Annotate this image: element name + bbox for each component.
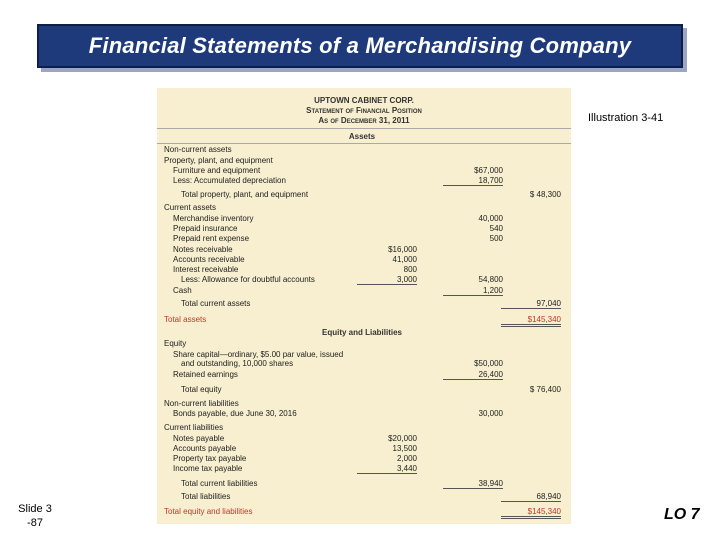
row-label: Total current liabilities xyxy=(181,479,258,488)
statement-row xyxy=(157,265,571,275)
statement-row xyxy=(157,234,571,244)
row-label: Less: Allowance for doubtful accounts xyxy=(181,275,315,284)
row-label: Current liabilities xyxy=(164,423,224,432)
row-amount-col2: 1,200 xyxy=(443,286,503,296)
illustration-label: Illustration 3-41 xyxy=(588,112,664,124)
row-label: Prepaid rent expense xyxy=(173,234,250,243)
row-label: Share capital—ordinary, $5.00 par value, issued xyxy=(173,350,344,359)
statement-row xyxy=(157,255,571,265)
row-amount-col3: $145,340 xyxy=(501,507,561,519)
row-label: Less: Accumulated depreciation xyxy=(173,176,286,185)
assets-divider xyxy=(157,143,571,144)
statement-row xyxy=(157,409,571,419)
row-label: Interest receivable xyxy=(173,265,239,274)
row-label: Notes receivable xyxy=(173,245,233,254)
row-label: Merchandise inventory xyxy=(173,214,254,223)
row-label: Current assets xyxy=(164,203,217,212)
company-name: UPTOWN CABINET CORP. xyxy=(314,96,414,105)
statement-row xyxy=(157,507,571,517)
row-label: and outstanding, 10,000 shares xyxy=(181,359,294,368)
row-amount-col2: 54,800 xyxy=(478,275,503,284)
slide-title: Financial Statements of a Merchandising Company xyxy=(88,33,632,58)
row-amount-col1: $20,000 xyxy=(388,434,417,443)
row-label: Total equity and liabilities xyxy=(164,507,253,516)
statement-row xyxy=(157,166,571,176)
statement-row xyxy=(157,492,571,502)
row-label: Total equity xyxy=(181,385,222,394)
row-amount-col2: 18,700 xyxy=(443,176,503,186)
statement-row xyxy=(157,315,571,325)
statement-row xyxy=(157,434,571,444)
statement-row xyxy=(157,203,571,213)
statement-row xyxy=(157,286,571,296)
row-amount-col1: 41,000 xyxy=(392,255,417,264)
row-amount-col3: 97,040 xyxy=(501,299,561,309)
row-amount-col1: 2,000 xyxy=(396,454,417,463)
statement-row xyxy=(157,370,571,380)
header-divider xyxy=(157,128,571,129)
slide-number-line1: Slide 3 xyxy=(18,503,52,515)
statement-row xyxy=(157,479,571,489)
row-label: Cash xyxy=(173,286,192,295)
slide-title-box xyxy=(37,24,683,68)
row-amount-col3: 68,940 xyxy=(501,492,561,502)
row-amount-col1: 3,000 xyxy=(357,275,417,285)
statement-row xyxy=(157,423,571,433)
row-amount-col3: $ 76,400 xyxy=(529,385,561,394)
statement-row xyxy=(157,464,571,474)
statement-row xyxy=(157,299,571,309)
statement-row xyxy=(157,275,571,285)
row-label: Furniture and equipment xyxy=(173,166,261,175)
row-amount-col1: $16,000 xyxy=(388,245,417,254)
statement-date: As of December 31, 2011 xyxy=(318,116,410,125)
assets-header: Assets xyxy=(348,132,376,141)
learning-objective: LO 7 xyxy=(664,506,700,523)
statement-row xyxy=(157,359,571,369)
row-amount-col2: $50,000 xyxy=(474,359,503,368)
row-amount-col1: 3,440 xyxy=(357,464,417,474)
statement-row xyxy=(157,156,571,166)
statement-row xyxy=(157,339,571,349)
statement-row xyxy=(157,176,571,186)
row-amount-col2: 26,400 xyxy=(443,370,503,380)
statement-row xyxy=(157,444,571,454)
statement-row xyxy=(157,214,571,224)
row-amount-col2: 30,000 xyxy=(478,409,503,418)
row-amount-col2: 500 xyxy=(489,234,503,243)
row-label: Notes payable xyxy=(173,434,225,443)
slide-number-line2: -87 xyxy=(27,517,43,529)
statement-row xyxy=(157,245,571,255)
statement-row xyxy=(157,385,571,395)
row-label: Total property, plant, and equipment xyxy=(181,190,309,199)
row-amount-col3: $ 48,300 xyxy=(529,190,561,199)
row-label: Total current assets xyxy=(181,299,251,308)
row-amount-col2: 40,000 xyxy=(478,214,503,223)
statement-name: Statement of Financial Position xyxy=(306,106,422,115)
row-amount-col2: $67,000 xyxy=(474,166,503,175)
row-label: Total liabilities xyxy=(181,492,231,501)
row-amount-col1: 13,500 xyxy=(392,444,417,453)
row-label: Prepaid insurance xyxy=(173,224,238,233)
row-label: Income tax payable xyxy=(173,464,243,473)
row-amount-col2: 540 xyxy=(489,224,503,233)
row-label: Total assets xyxy=(164,315,207,324)
financial-statement xyxy=(157,88,571,524)
statement-row xyxy=(157,224,571,234)
statement-row xyxy=(157,145,571,155)
statement-row xyxy=(157,399,571,409)
row-label: Property, plant, and equipment xyxy=(164,156,273,165)
row-label: Accounts receivable xyxy=(173,255,245,264)
row-label: Non-current assets xyxy=(164,145,232,154)
row-label: Bonds payable, due June 30, 2016 xyxy=(173,409,297,418)
row-label: Non-current liabilities xyxy=(164,399,239,408)
statement-row xyxy=(157,190,571,200)
row-label: Equity xyxy=(164,339,187,348)
equity-header: Equity and Liabilities xyxy=(321,328,402,337)
row-amount-col2: 38,940 xyxy=(443,479,503,489)
row-amount-col3: $145,340 xyxy=(501,315,561,327)
statement-row xyxy=(157,454,571,464)
row-label: Retained earnings xyxy=(173,370,238,379)
slide-number xyxy=(10,502,60,530)
row-amount-col1: 800 xyxy=(403,265,417,274)
row-label: Accounts payable xyxy=(173,444,237,453)
row-label: Property tax payable xyxy=(173,454,247,463)
